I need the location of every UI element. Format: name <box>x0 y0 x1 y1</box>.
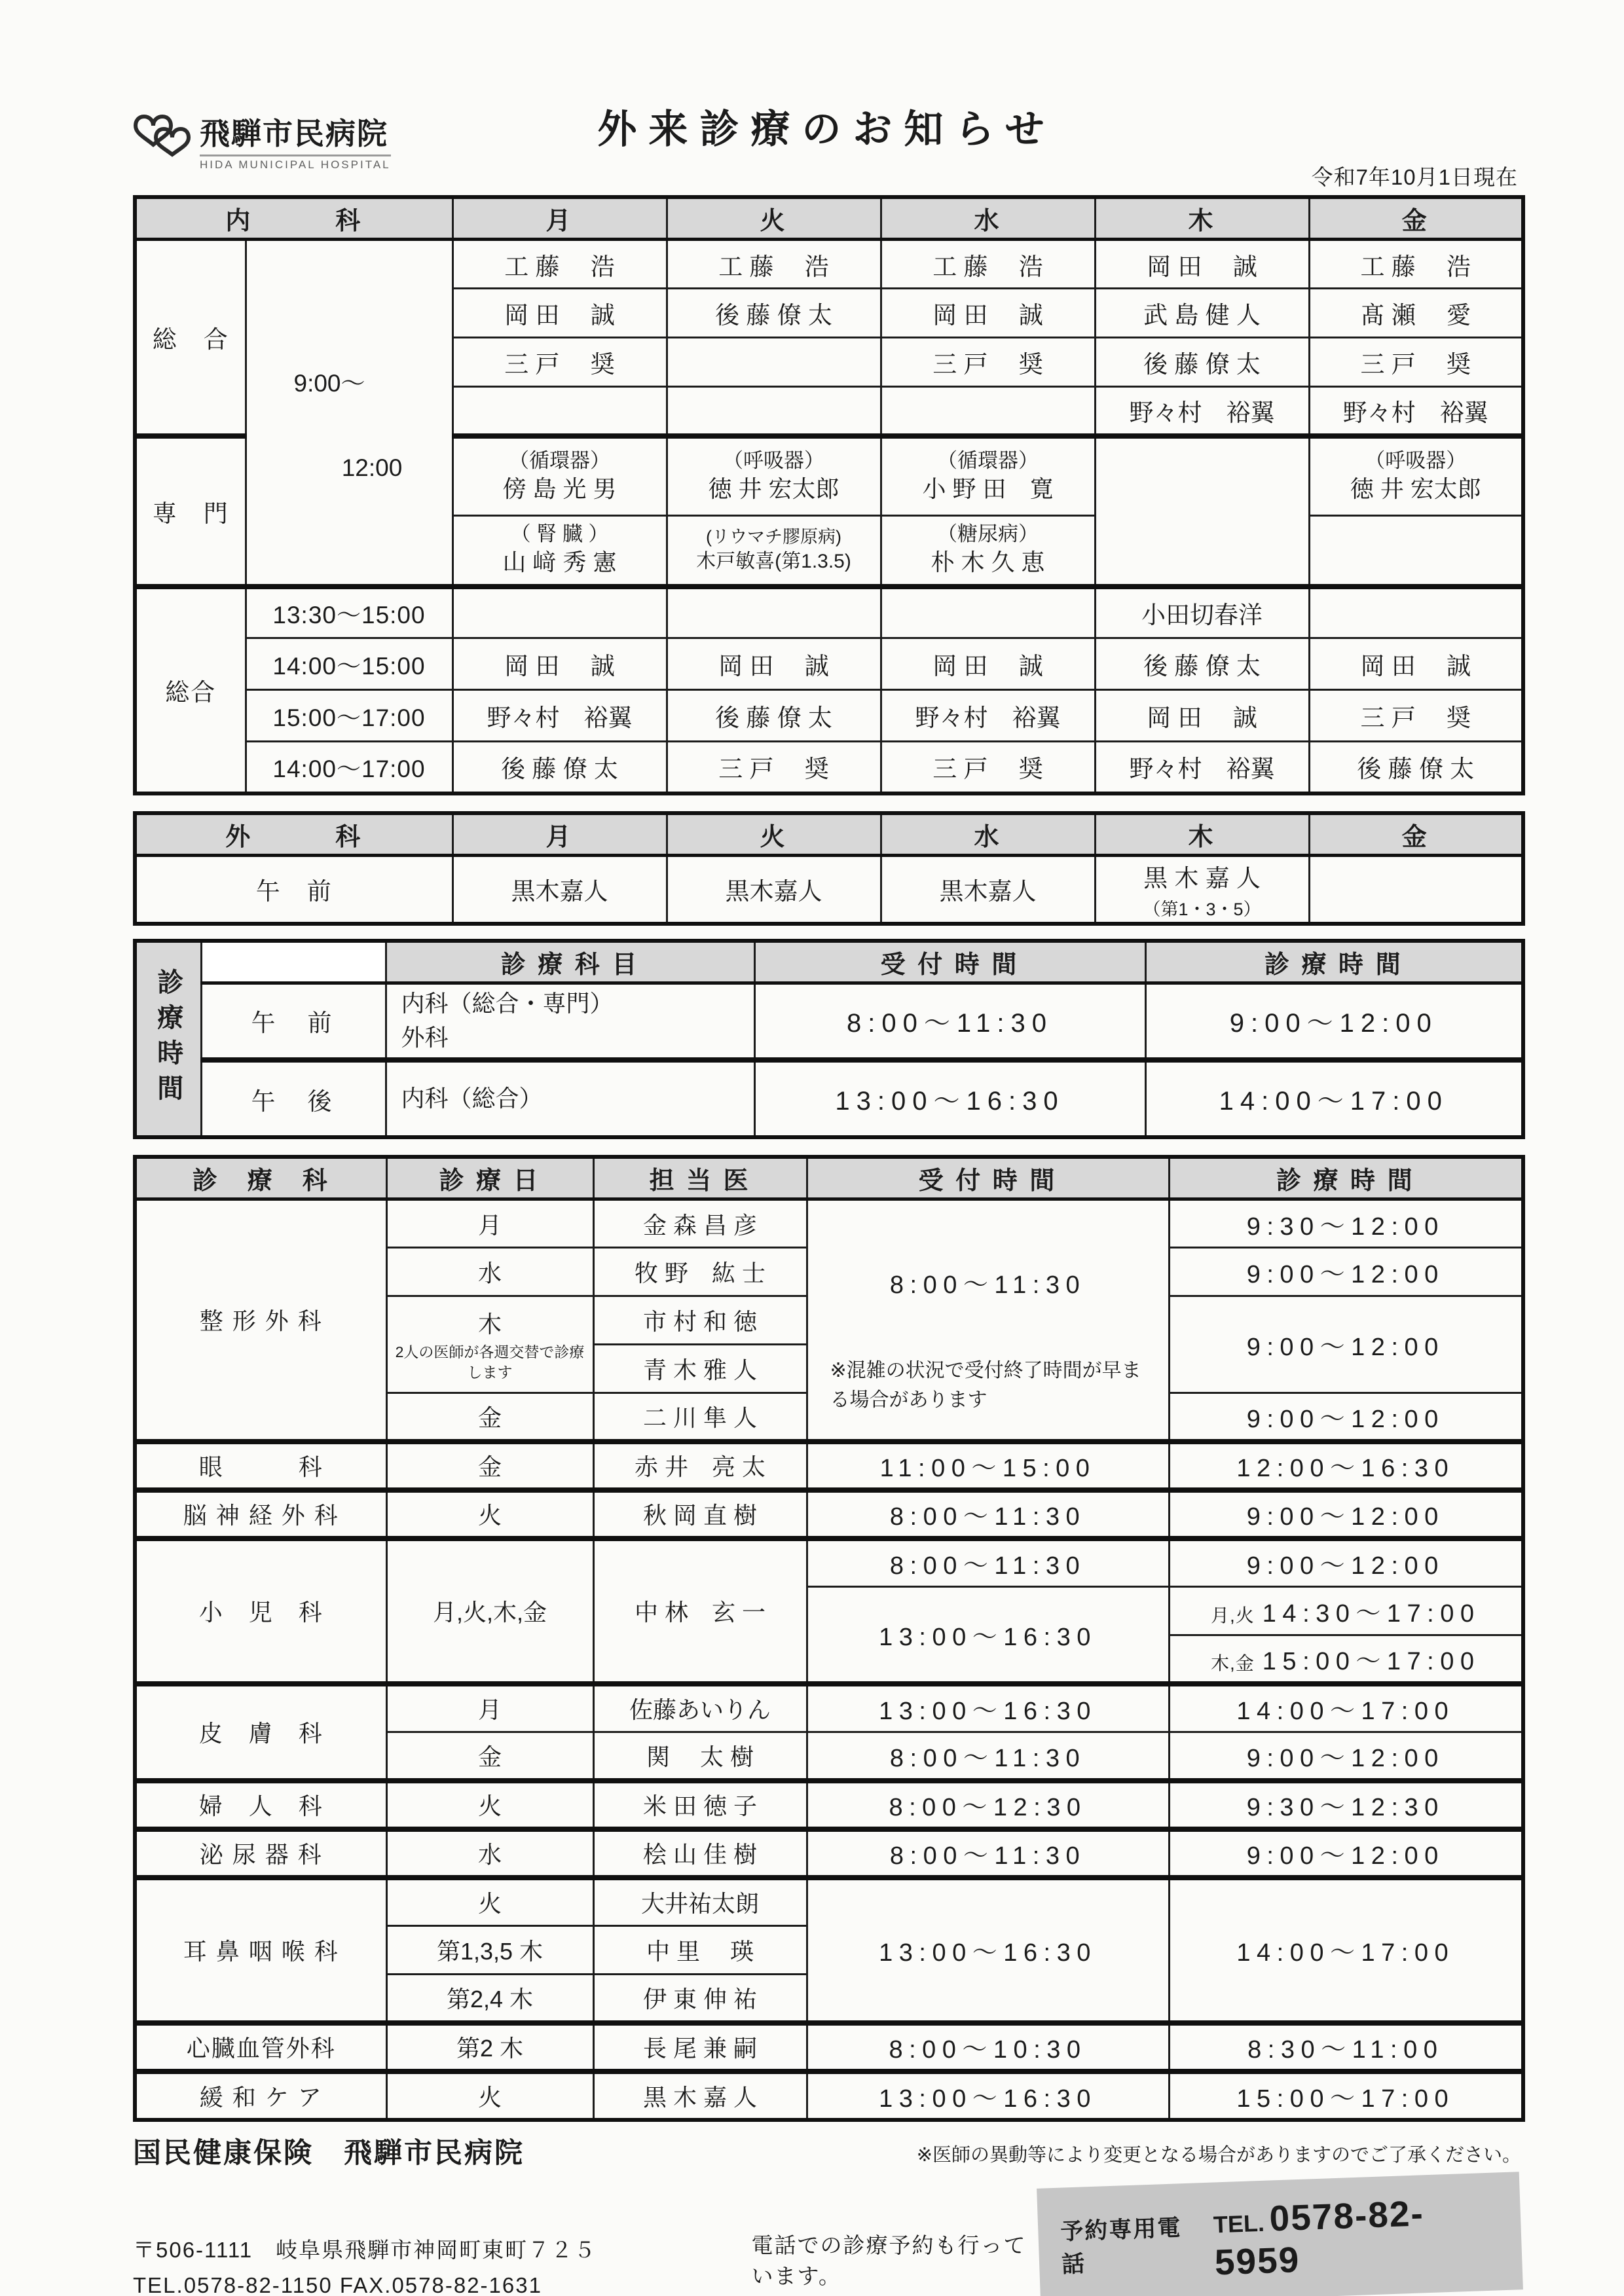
page-title: 外来診療のお知らせ <box>597 108 1056 151</box>
empty-cell <box>452 587 667 638</box>
doctor-week-note: （第1・3・5） <box>1143 899 1261 919</box>
col-header-doctor: 担 当 医 <box>593 1157 807 1199</box>
dept-cell: 耳 鼻 咽 喉 科 <box>135 1878 386 2023</box>
day-header: 月 <box>452 197 667 240</box>
dept-cell: 脳 神 経 外 科 <box>135 1490 386 1539</box>
day-cell: 第2 木 <box>386 2023 593 2071</box>
day-cell: 水 <box>386 1248 593 1296</box>
tel-fax: TEL.0578-82-1150 FAX.0578-82-1631 <box>133 2272 542 2296</box>
treatment-time: 9:30～12:30 <box>1169 1781 1523 1829</box>
dept-cell: 緩 和 ケ ア <box>135 2071 386 2120</box>
treatment-time: 8:30～11:00 <box>1169 2023 1523 2071</box>
reception-time: 11:00～15:00 <box>807 1442 1169 1490</box>
treatment-time: 9:00～12:00 <box>1169 1248 1523 1296</box>
empty-cell <box>667 338 881 387</box>
day-cell: 金 <box>386 1393 593 1442</box>
doctor-cell: 黒木嘉人 <box>881 855 1095 924</box>
doctor-cell: 二 川 隼 人 <box>593 1393 807 1442</box>
footer-row-1 <box>133 2131 1521 2171</box>
doctor-cell: 野々村 裕翼 <box>1309 387 1523 436</box>
day-cell: 月,火,木,金 <box>386 1539 593 1684</box>
reservation-phone-label: 予約専用電話 <box>1060 2214 1182 2278</box>
time-slot-cell: 14:00～15:00 <box>246 638 452 690</box>
treatment-time: 14:00～17:00 <box>1169 1684 1523 1732</box>
doctor-cell: 桧 山 佳 樹 <box>593 1829 807 1878</box>
doctor-cell: 三 戸 奨 <box>452 338 667 387</box>
doctor-cell: 後 藤 僚 太 <box>1095 638 1309 690</box>
day-cell: 火 <box>386 1878 593 1926</box>
treatment-time: 9:00～12:00 <box>1145 983 1523 1060</box>
treatment-time: 9:00～12:00 <box>1169 1393 1523 1442</box>
hours-side-label: 診療時間 <box>135 941 201 1138</box>
dept-cell: 皮 膚 科 <box>135 1684 386 1781</box>
doctor-cell: 岡 田 誠 <box>881 638 1095 690</box>
treatment-time: 9:00～12:00 <box>1169 1732 1523 1781</box>
morning-hours-cell <box>246 240 452 587</box>
empty-cell <box>1309 855 1523 924</box>
reception-note: ※混雑の状況で受付終了時間が早まる場合があります <box>830 1360 1141 1411</box>
organization-name: 国民健康保険 飛騨市民病院 <box>133 2137 525 2169</box>
doctor-cell: 秋 岡 直 樹 <box>593 1490 807 1539</box>
doctor-cell: 後 藤 僚 太 <box>1095 338 1309 387</box>
doctor-cell: 野々村 裕翼 <box>452 690 667 742</box>
doctor-cell: 岡 田 誠 <box>1095 240 1309 289</box>
day-cell: 金 <box>386 1442 593 1490</box>
specialist-cell: （循環器） 小 野 田 寛 <box>881 436 1095 516</box>
morning-hours-start: 9:00～ <box>293 370 365 397</box>
day-header: 金 <box>1309 197 1523 240</box>
day-header: 水 <box>881 813 1095 856</box>
section-label-sogo: 総 合 <box>135 240 246 436</box>
col-header-treatment: 診 療 時 間 <box>1145 941 1523 983</box>
doctor-cell: 髙 瀬 愛 <box>1309 289 1523 338</box>
subject-cell: 内科（総合） <box>386 1060 754 1137</box>
dept-cell: 婦 人 科 <box>135 1781 386 1829</box>
empty-cell <box>1095 436 1309 587</box>
doctor-cell: 工 藤 浩 <box>452 240 667 289</box>
departments-table <box>133 1155 1525 2122</box>
doctor-cell: 工 藤 浩 <box>1309 240 1523 289</box>
reception-time: 13:00～16:30 <box>754 1060 1145 1137</box>
doctor-cell: 野々村 裕翼 <box>1095 387 1309 436</box>
col-header-treatment: 診 療 時 間 <box>1169 1157 1523 1199</box>
treatment-time: 14:00～17:00 <box>1169 1878 1523 2023</box>
doctor-cell: 中 林 玄 一 <box>593 1539 807 1684</box>
day-note: 2人の医師が各週交替で診療します <box>395 1343 585 1381</box>
dept-cell: 泌 尿 器 科 <box>135 1829 386 1878</box>
postal-address: 〒506-1111 岐阜県飛騨市神岡町東町７２５ <box>133 2237 597 2262</box>
hours-table <box>133 939 1525 1140</box>
reception-time: 8:00～10:30 <box>807 2023 1169 2071</box>
doctor-cell: 野々村 裕翼 <box>881 690 1095 742</box>
doctor-cell: 岡 田 誠 <box>452 638 667 690</box>
day-cell: 月 <box>386 1199 593 1248</box>
specialist-cell: （ 腎 臓 ） 山 﨑 秀 憲 <box>452 516 667 587</box>
doctor-cell: 三 戸 奨 <box>881 742 1095 793</box>
empty-cell <box>1309 587 1523 638</box>
doctor-cell: 野々村 裕翼 <box>1095 742 1309 793</box>
reservation-phone-number: TEL. 0578-82-5959 <box>1212 2192 1425 2282</box>
time-slot-cell: 13:30～15:00 <box>246 587 452 638</box>
day-header: 金 <box>1309 813 1523 856</box>
reception-time: 8:00～11:30 <box>807 1732 1169 1781</box>
col-header-reception: 受 付 時 間 <box>754 941 1145 983</box>
dept-cell: 小 児 科 <box>135 1539 386 1684</box>
reception-time: 8:00～11:30 <box>807 1490 1169 1539</box>
doctor-cell: 後 藤 僚 太 <box>452 742 667 793</box>
specialist-cell: （呼吸器） 徳 井 宏太郎 <box>667 436 881 516</box>
dept-header-geka: 外 科 <box>135 813 452 856</box>
footer-row-2 <box>133 2180 1521 2296</box>
doctor-cell: 後 藤 僚 太 <box>667 690 881 742</box>
day-cell: 月 <box>386 1684 593 1732</box>
doctor-cell: 岡 田 誠 <box>667 638 881 690</box>
hospital-name-en: HIDA MUNICIPAL HOSPITAL <box>200 155 391 172</box>
subject-cell: 内科（総合・専門） 外科 <box>386 983 754 1060</box>
doctor-cell: 岡 田 誠 <box>452 289 667 338</box>
doctor-cell: 工 藤 浩 <box>667 240 881 289</box>
hospital-name: 飛騨市民病院 <box>200 117 388 151</box>
geka-table <box>133 811 1525 926</box>
day-header: 火 <box>667 813 881 856</box>
col-header-day: 診 療 日 <box>386 1157 593 1199</box>
doctor-cell: 武 島 健 人 <box>1095 289 1309 338</box>
phone-reservation-note: 電話での診療予約も行っています。 <box>751 2232 1027 2288</box>
day-cell: 金 <box>386 1732 593 1781</box>
col-header-dept: 診 療 科 <box>135 1157 386 1199</box>
doctor-cell: 三 戸 奨 <box>1309 690 1523 742</box>
empty-cell <box>881 387 1095 436</box>
empty-cell <box>452 387 667 436</box>
reception-time: 13:00～16:30 <box>807 1878 1169 2023</box>
doctor-cell: 黒木嘉人 <box>667 855 881 924</box>
specialist-cell: (リウマチ膠原病) 木戸敏喜(第1.3.5) <box>667 516 881 587</box>
doctor-cell: 黒 木 嘉 人 （第1・3・5） <box>1095 855 1309 924</box>
doctor-cell: 大井祐太朗 <box>593 1878 807 1926</box>
treatment-time: 9:00～12:00 <box>1169 1539 1523 1587</box>
day-cell: 火 <box>386 1490 593 1539</box>
page-header <box>133 98 1521 189</box>
doctor-cell: 青 木 雅 人 <box>593 1345 807 1393</box>
reception-time: 8:00～11:30 <box>807 1829 1169 1878</box>
naika-table <box>133 195 1525 795</box>
col-header-subject: 診 療 科 目 <box>386 941 754 983</box>
day-header: 木 <box>1095 813 1309 856</box>
period-label: 午 前 <box>135 855 452 924</box>
section-label-sogo-pm: 総合 <box>135 587 246 793</box>
effective-date: 令和7年10月1日現在 <box>1311 165 1518 189</box>
doctor-cell: 伊 東 伸 祐 <box>593 1975 807 2023</box>
doctor-cell: 佐藤あいりん <box>593 1684 807 1732</box>
doctor-cell: 関 太 樹 <box>593 1732 807 1781</box>
reception-time: 13:00～16:30 <box>807 2071 1169 2120</box>
treatment-day-prefix: 月,火 <box>1211 1605 1255 1626</box>
doctor-cell: 三 戸 奨 <box>881 338 1095 387</box>
dept-header-naika: 内 科 <box>135 197 452 240</box>
treatment-time: 12:00～16:30 <box>1169 1442 1523 1490</box>
empty-cell <box>881 587 1095 638</box>
morning-hours-end: 12:00 <box>341 454 403 481</box>
reception-time: 8:00～12:30 <box>807 1781 1169 1829</box>
period-label: 午 後 <box>201 1060 386 1137</box>
day-header: 水 <box>881 197 1095 240</box>
empty-cell <box>667 387 881 436</box>
specialist-cell: （糖尿病） 朴 木 久 恵 <box>881 516 1095 587</box>
day-cell: 火 <box>386 1781 593 1829</box>
doctor-cell: 小田切春洋 <box>1095 587 1309 638</box>
day-cell: 木 2人の医師が各週交替で診療します <box>386 1296 593 1393</box>
doctor-cell: 市 村 和 徳 <box>593 1296 807 1345</box>
doctor-cell: 黒木嘉人 <box>452 855 667 924</box>
day-cell: 水 <box>386 1829 593 1878</box>
reception-time: 8:00～11:30 <box>754 983 1145 1060</box>
doctor-cell: 赤 井 亮 太 <box>593 1442 807 1490</box>
specialist-cell: （循環器） 傍 島 光 男 <box>452 436 667 516</box>
doctor-cell: 三 戸 奨 <box>667 742 881 793</box>
treatment-time: 15:00～17:00 <box>1169 2071 1523 2120</box>
day-header: 火 <box>667 197 881 240</box>
treatment-time: 9:00～12:00 <box>1169 1490 1523 1539</box>
treatment-time: 月,火 14:30～17:00 <box>1169 1587 1523 1635</box>
doctor-cell: 後 藤 僚 太 <box>1309 742 1523 793</box>
treatment-time: 木,金 15:00～17:00 <box>1169 1635 1523 1684</box>
doctor-cell: 牧 野 紘 士 <box>593 1248 807 1296</box>
reception-cell: 8:00～11:30 ※混雑の状況で受付終了時間が早まる場合があります <box>807 1199 1169 1442</box>
doctor-cell: 黒 木 嘉 人 <box>593 2071 807 2120</box>
doctor-cell: 岡 田 誠 <box>881 289 1095 338</box>
period-label: 午 前 <box>201 983 386 1060</box>
double-heart-icon <box>133 110 193 172</box>
dept-cell: 心臓血管外科 <box>135 2023 386 2071</box>
day-cell: 火 <box>386 2071 593 2120</box>
doctor-cell: 米 田 徳 子 <box>593 1781 807 1829</box>
dept-cell: 眼 科 <box>135 1442 386 1490</box>
reservation-phone-box <box>1037 2172 1523 2296</box>
col-header-reception: 受 付 時 間 <box>807 1157 1169 1199</box>
doctor-cell: 後 藤 僚 太 <box>667 289 881 338</box>
doctor-cell: 岡 田 誠 <box>1095 690 1309 742</box>
change-disclaimer: ※医師の異動等により変更となる場合がありますのでご了承ください。 <box>916 2144 1521 2166</box>
day-header: 月 <box>452 813 667 856</box>
reception-time: 8:00～11:30 <box>807 1539 1169 1587</box>
day-header: 木 <box>1095 197 1309 240</box>
empty-cell <box>1309 516 1523 587</box>
treatment-time: 9:00～12:00 <box>1169 1829 1523 1878</box>
time-slot-cell: 15:00～17:00 <box>246 690 452 742</box>
empty-cell <box>667 587 881 638</box>
specialist-cell: （呼吸器） 徳 井 宏太郎 <box>1309 436 1523 516</box>
doctor-cell: 中 里 瑛 <box>593 1926 807 1975</box>
treatment-day-prefix: 木,金 <box>1211 1652 1255 1673</box>
doctor-cell: 三 戸 奨 <box>1309 338 1523 387</box>
doctor-cell: 岡 田 誠 <box>1309 638 1523 690</box>
reception-time: 13:00～16:30 <box>807 1587 1169 1684</box>
treatment-time: 14:00～17:00 <box>1145 1060 1523 1137</box>
doctor-cell: 長 尾 兼 嗣 <box>593 2023 807 2071</box>
hospital-logo <box>133 110 391 172</box>
dept-cell: 整 形 外 科 <box>135 1199 386 1442</box>
treatment-time: 9:30～12:00 <box>1169 1199 1523 1248</box>
day-cell: 第1,3,5 木 <box>386 1926 593 1975</box>
time-slot-cell: 14:00～17:00 <box>246 742 452 793</box>
day-cell: 第2,4 木 <box>386 1975 593 2023</box>
section-label-senmon: 専 門 <box>135 436 246 587</box>
doctor-cell: 工 藤 浩 <box>881 240 1095 289</box>
reception-time: 13:00～16:30 <box>807 1684 1169 1732</box>
blank-header-cell <box>201 941 386 983</box>
doctor-cell: 金 森 昌 彦 <box>593 1199 807 1248</box>
treatment-time: 9:00～12:00 <box>1169 1296 1523 1393</box>
